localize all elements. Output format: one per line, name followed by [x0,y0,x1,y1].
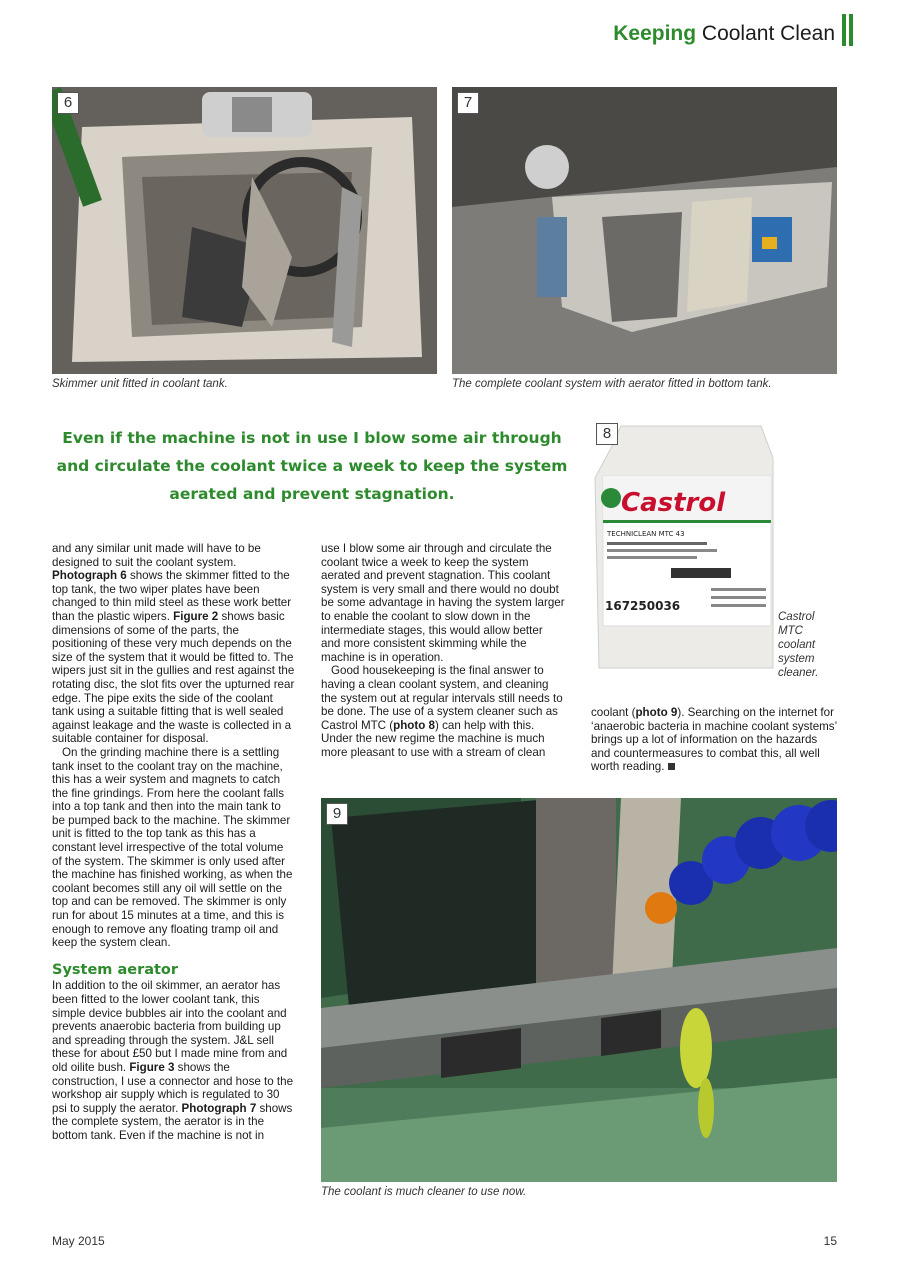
end-mark [668,763,675,770]
pull-quote: Even if the machine is not in use I blow some air through and circulate the coolant twice a week to keep the system aerated and prevent stagnation. [56,429,568,503]
footer-date: May 2015 [52,1234,105,1248]
photo-6-number: 6 [57,92,79,114]
castrol-brand: Castrol [621,488,726,518]
header-bar-1 [842,14,846,46]
photo-6 [52,87,437,374]
col1-paragraph-3 [52,979,296,1142]
castrol-code: 167250036 [605,599,681,613]
photo-7 [452,87,837,374]
col1-p3-text-c: shows the construction, I use a connector and hose to the workshop air supply which is regulated to 30 psi to supply the aerator. [52,1060,294,1115]
col2-paragraph-1: use I blow some air through and circulate the coolant twice a week to keep the system aerated and prevent stagnation. This coolant system is very small and there would no doubt be some advantage in having the system larger to enable the coolant to slow down in the intermediate stages, this would allow better and more consistent skimming while the machine is in operation. [321,542,565,664]
col1-p1-text-e: shows basic dimensions of some of the parts, the positioning of these very much depends on the size of the system that it would be fitted to. The wipers just sit in the gullies and rest against the rotating disc, the slot fits over the upturned rear edge. The pipe exits the side of the coolant tank using a suitable fitting that is well sealed against leakage and the waste is collected in a suitable container for disposal. [52,609,295,746]
col1-paragraph-1 [52,542,296,746]
photo-8 [591,418,776,680]
header-rest: Coolant Clean [696,22,835,45]
photograph-7-ref: Photograph 7 [181,1101,257,1115]
header-strong: Keeping [613,22,697,45]
running-header [613,22,835,46]
col1-p3-text-a: In addition to the oil skimmer, an aerator has been fitted to the lower coolant tank, this simple device bubbles air into the coolant and prevents anaerobic bacteria from building up and spreading through the system. J&L sell these for about £50 but I made mine from and old oilite bush. [52,979,288,1074]
page-number: 15 [823,1234,837,1248]
col2-p2-text-a: Good housekeeping is the final answer to having a clean coolant system, and cleaning the system out at regular intervals still needs to be done. The use of a system cleaner such as Castrol MTC ( [321,664,563,732]
text-column-3 [591,706,837,774]
grinding-machine-photo-graphic [321,798,837,1182]
coolant-system-photo-graphic [452,87,837,374]
figure-2-ref: Figure 2 [173,609,219,623]
col1-p3-text-e: shows the complete system, the aerator is in the bottom tank. Even if the machine is not in [52,1101,293,1142]
photo-9 [321,798,837,1182]
photo-9-ref: photo 9 [635,706,678,719]
photo-8-caption: Castrol MTC coolant system cleaner. [778,611,819,679]
col1-paragraph-2: On the grinding machine there is a settling tank inset to the coolant tray on the machine, this has a weir system and magnets to catch the fine grindings. From here the coolant falls into a top tank and then into the main tank to be pumped back to the machine. The skimmer unit is fitted to the top tank as this has a constant level irrespective of the total volume of the system. The skimmer is only used after the machine has finished working, as when the coolant becomes still any oil will settle on the top and can be removed. The skimmer is only run for about 15 minutes at a time, and this is enough to remove any floating tramp oil and keep the system clean. [52,745,293,950]
col2-p2-text-c: ) can help with this. Under the new regime the machine is much more pleasant to use with a stream of clean [321,718,546,759]
photo-9-number: 9 [326,803,348,825]
photo-7-caption: The complete coolant system with aerator fitted in bottom tank. [452,378,772,390]
col2-paragraph-2 [321,664,565,759]
photo-6-caption: Skimmer unit fitted in coolant tank. [52,378,228,390]
col1-p1-text-c: shows the skimmer fitted to the top tank, the two wiper plates have been changed to thin mild steel as these work better than the plastic wipers. [52,569,292,623]
photo-8-ref: photo 8 [393,718,435,732]
col3-paragraph [591,706,837,774]
photo-9-caption: The coolant is much cleaner to use now. [321,1186,527,1198]
photograph-6-ref: Photograph 6 [52,569,127,583]
castrol-product: TECHNICLEAN MTC 43 [607,530,685,538]
text-column-1 [52,542,296,1143]
system-aerator-heading: System aerator [52,961,179,978]
photo-8-number: 8 [596,423,618,445]
figure-3-ref: Figure 3 [129,1060,175,1074]
text-column-2 [321,542,565,760]
col1-p1-text-a: and any similar unit made will have to be designed to suit the coolant system. [52,542,261,569]
col3-text-a: coolant ( [591,706,636,719]
castrol-can-graphic [591,418,776,680]
col3-text-c: ). Searching on the internet for ‘anaerobic bacteria in machine coolant systems’ brings up a lot of information on the hazards and countermeasures to combat this, all well worth reading. [591,706,837,774]
header-bar-2 [849,14,853,46]
skimmer-photo-graphic [52,87,437,374]
photo-7-number: 7 [457,92,479,114]
